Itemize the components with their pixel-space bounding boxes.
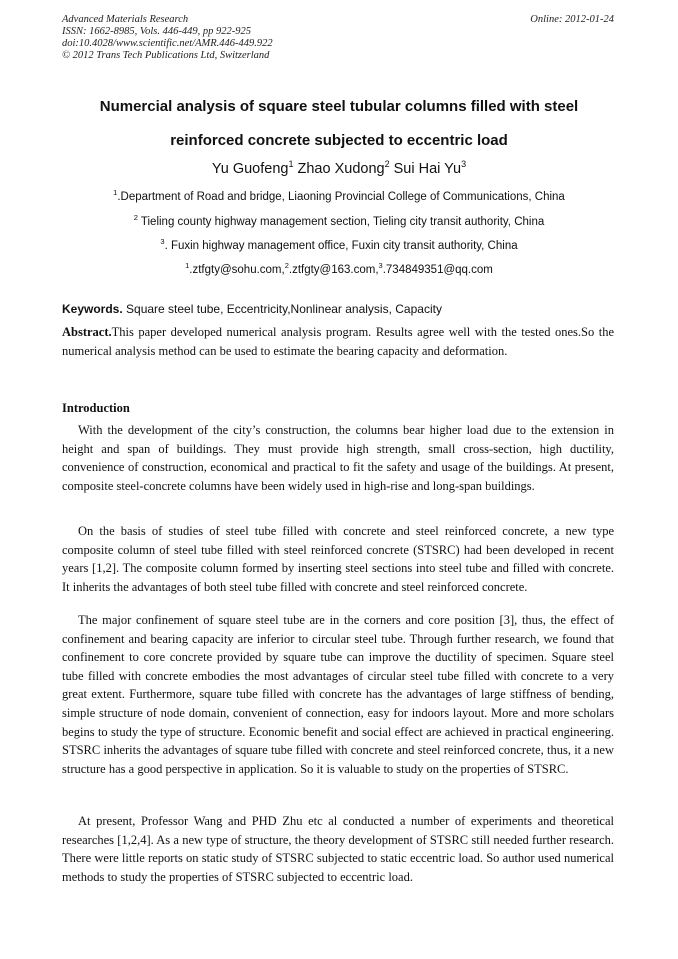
author-sup: 2 (384, 159, 390, 170)
author-sup: 1 (288, 159, 294, 170)
issn-line: ISSN: 1662-8985, Vols. 446-449, pp 922-925 (62, 26, 251, 37)
abstract-label: Abstract. (62, 325, 112, 339)
affiliation-sup: 1 (113, 188, 118, 198)
email-sup: 1 (185, 261, 190, 271)
affiliation-sup: 3 (160, 237, 165, 247)
copyright-line: © 2012 Trans Tech Publications Ltd, Switzerland (62, 50, 270, 61)
email-text[interactable]: .ztfgty@sohu.com, (189, 264, 285, 276)
email-text[interactable]: .734849351@qq.com (382, 264, 493, 276)
keywords-label: Keywords. (62, 302, 123, 316)
author-name: Zhao Xudong (297, 161, 385, 177)
intro-paragraph-3: The major confinement of square steel tube are in the corners and core position [3], thus, the effect of confinement and bearing capacity are inferior to circular steel tube. Through further research, we found that confinement to core concrete provided by square tube can improve the ductility of specimen. Square steel tube filled with concrete embodies the most advantages of circular steel tube filled with concrete to a very great extent. Furthermore, square tube filled with concrete has the advantages of large stiffness of bending, simple structure of node domain, convenient of connection, easy for indoors layout. More and more scholars begins to study the type of structure. Economic benefit and social effect are achieved in practical engineering. STSRC inherits the advantages of square tube filled with concrete and steel reinforced concrete, thus, it a new structure has a good perspective in application. So it is valuable to study on the properties of STSRC. (62, 613, 614, 776)
affiliation-text: .Department of Road and bridge, Liaoning Provincial College of Communications, China (117, 191, 565, 203)
keywords-text: Square steel tube, Eccentricity,Nonlinear analysis, Capacity (122, 302, 442, 316)
title-line-2: reinforced concrete subjected to eccentric load (170, 132, 508, 149)
intro-paragraph-2: On the basis of studies of steel tube filled with concrete and steel reinforced concrete, a new type composite column of steel tube filled with steel reinforced concrete (STSRC) had been developed in recent years [1,2]. The composite column formed by inserting steel sections into steel tube and filled with concrete. It inherits the advantages of both steel tube filled with concrete and steel reinforced concrete. (62, 524, 614, 594)
email-line (0, 261, 678, 279)
author-name: Yu Guofeng (211, 161, 289, 177)
author-name: Sui Hai Yu (393, 161, 462, 177)
journal-header (62, 14, 273, 62)
doi-line[interactable]: doi:10.4028/www.scientific.net/AMR.446-449.922 (62, 38, 273, 49)
email-sup: 3 (378, 261, 383, 271)
journal-name: Advanced Materials Research (62, 14, 189, 25)
intro-paragraph-1: With the development of the city’s construction, the columns bear higher load due to the extension in height and span of buildings. They must provide high strength, small cross-section, high ductility, convenience of construction, economical and practical to fit the safety and usage of the buildings. At present, composite steel-concrete columns have been widely used in high-rise and long-span buildings. (62, 423, 614, 493)
title-line-1: Numercial analysis of square steel tubular columns filled with steel (99, 98, 579, 115)
abstract-text: This paper developed numerical analysis program. Results agree well with the tested ones.So the numerical analysis method can be used to estimate the bearing capacity and deformation. (62, 325, 614, 358)
online-date: Online: 2012-01-24 (530, 14, 614, 25)
affiliation-text: . Fuxin highway management office, Fuxin city transit authority, China (164, 240, 518, 252)
email-sup: 2 (284, 261, 289, 271)
affiliation-sup: 2 (133, 213, 138, 223)
affiliation-2 (0, 213, 678, 231)
paper-title (40, 90, 638, 158)
affiliation-text: Tieling county highway management section, Tieling city transit authority, China (137, 216, 545, 228)
author-list (0, 158, 678, 180)
affiliation-3 (0, 237, 678, 255)
affiliation-1 (0, 188, 678, 206)
intro-paragraph-4: At present, Professor Wang and PHD Zhu etc al conducted a number of experiments and theoretical researches [1,2,4]. As a new type of structure, the theory development of STSRC still needed further research. There were little reports on static study of STSRC subjected to static eccentric load. So author used numerical methods to study the properties of STSRC subjected to eccentric load. (62, 814, 614, 884)
email-text[interactable]: .ztfgty@163.com, (288, 264, 379, 276)
section-heading-introduction: Introduction (62, 401, 130, 415)
abstract (62, 323, 614, 360)
author-sup: 3 (461, 159, 467, 170)
keywords (62, 300, 614, 318)
